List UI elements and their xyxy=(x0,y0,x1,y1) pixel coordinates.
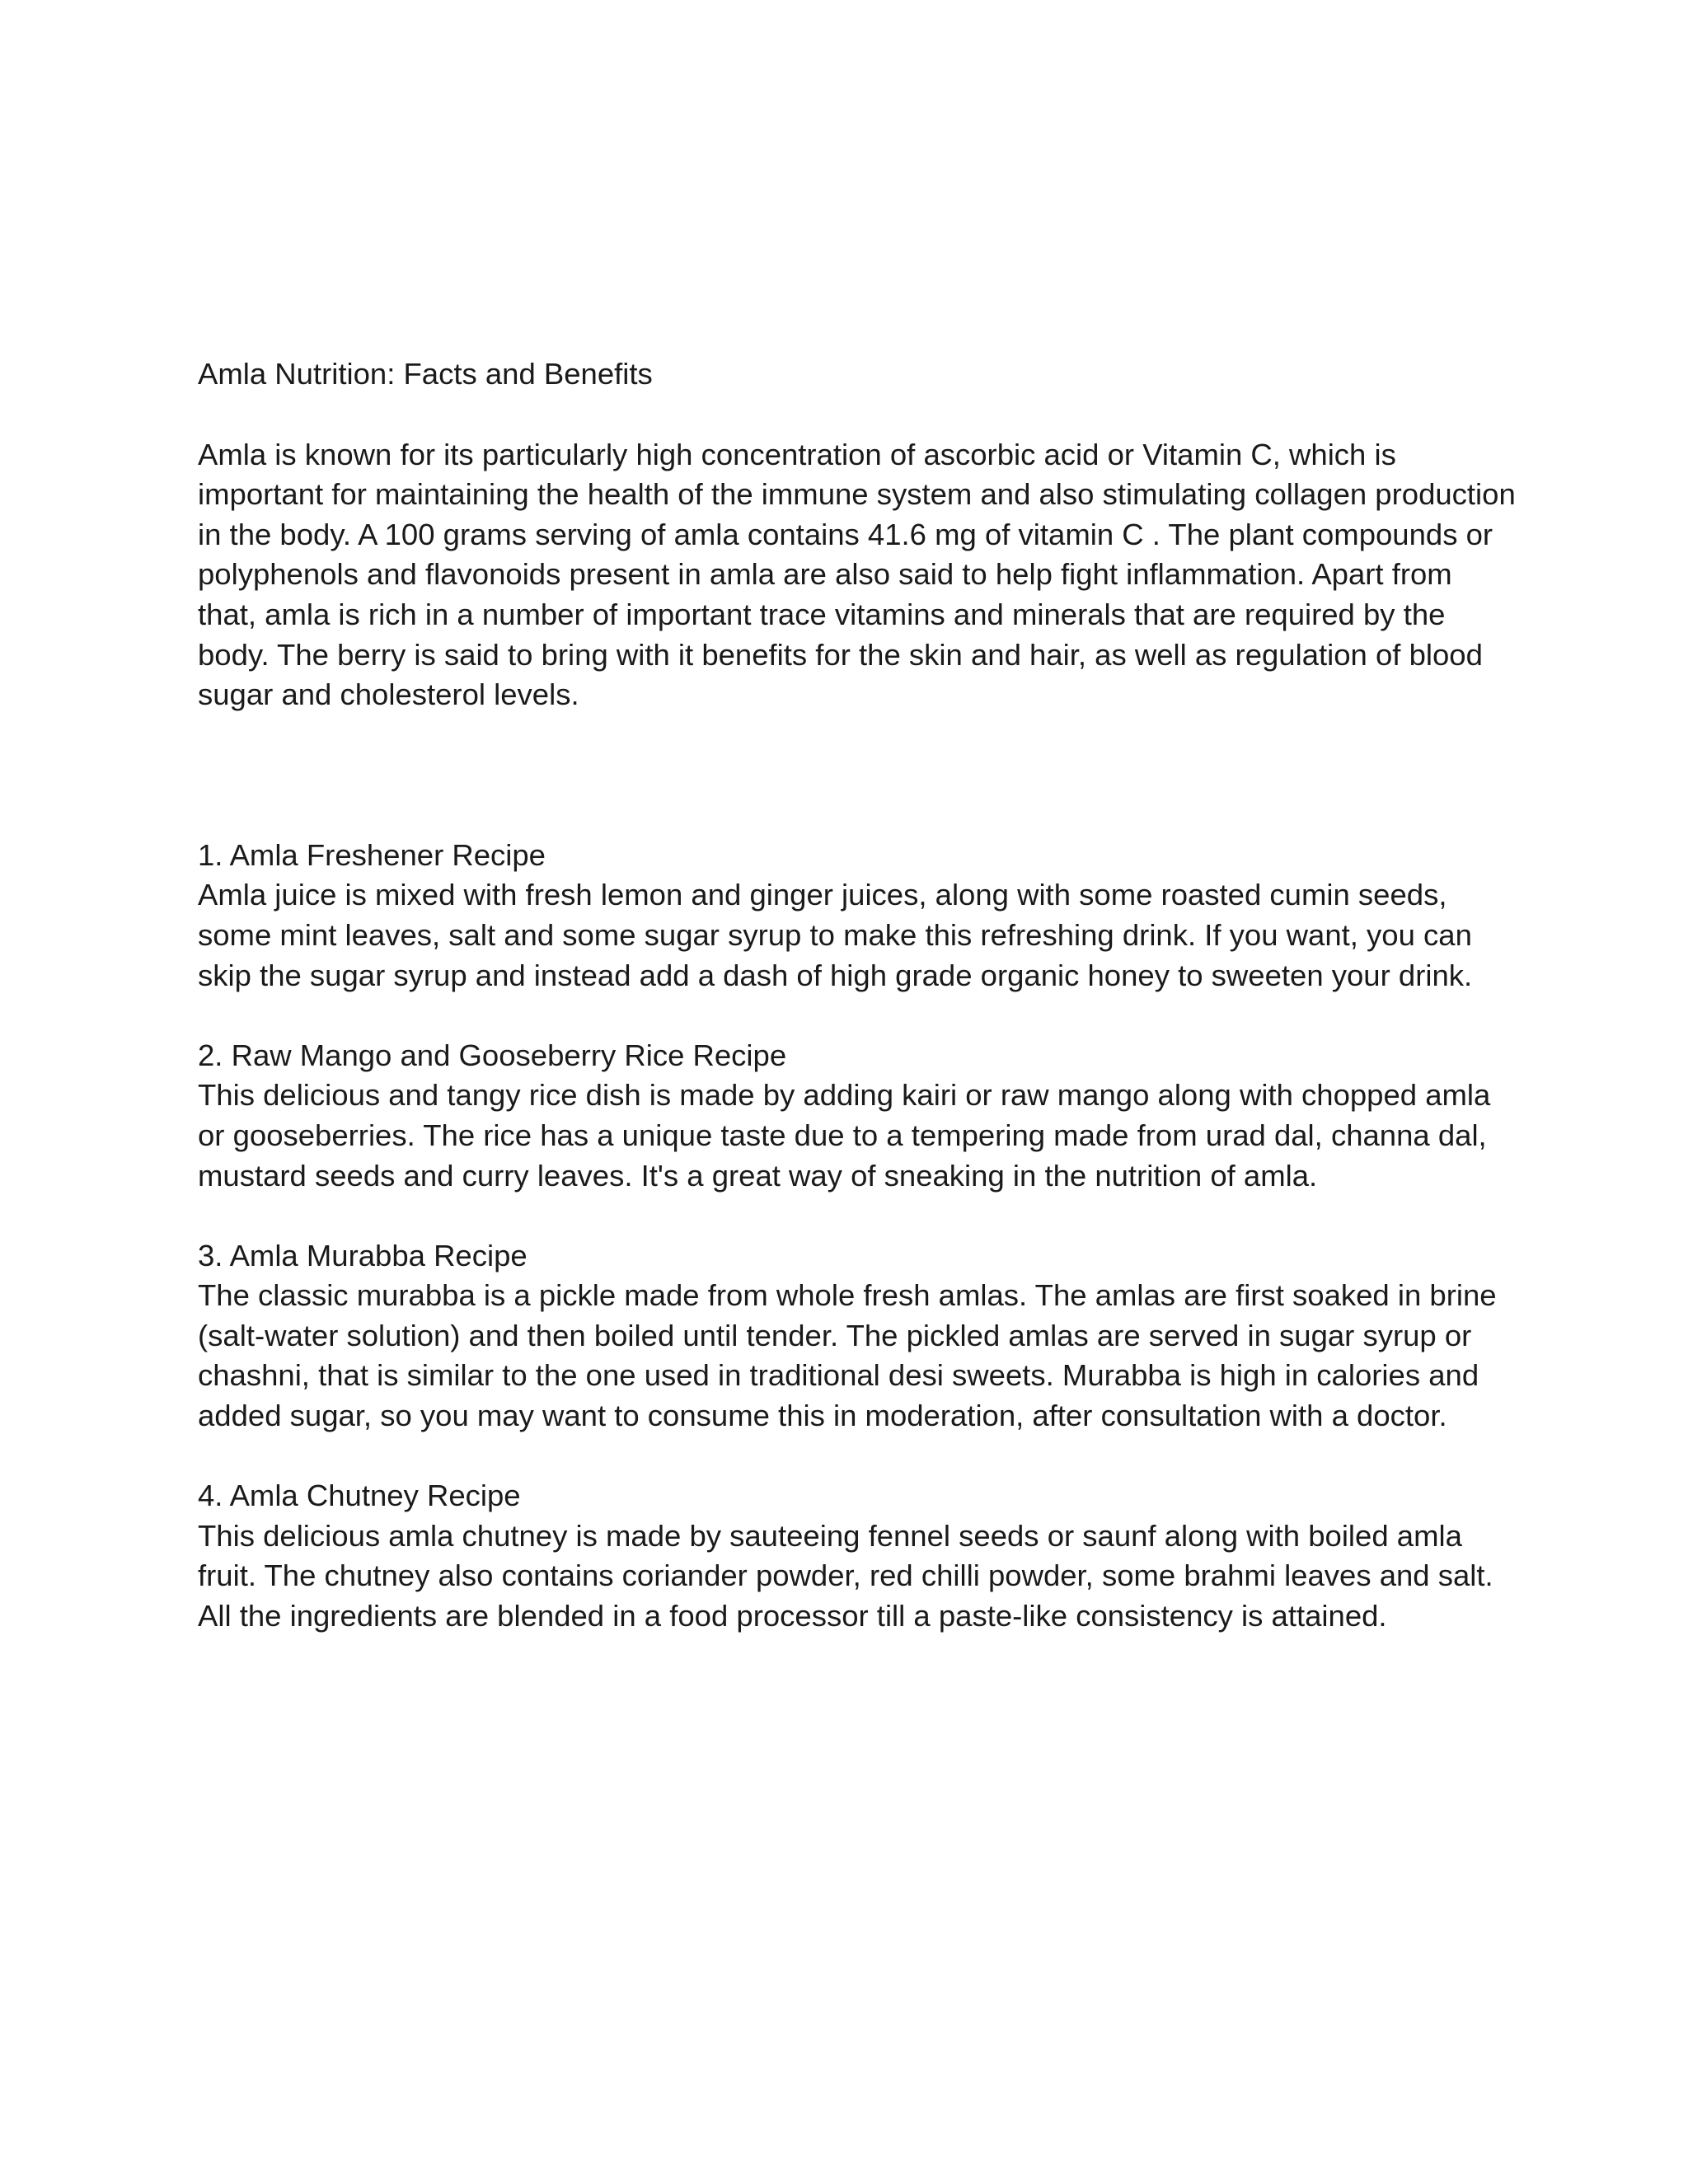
recipe-title: 4. Amla Chutney Recipe xyxy=(198,1479,521,1513)
recipe-description: This delicious amla chutney is made by sauteeing fennel seeds or saunf along with boiled amla fruit. The chutney also contains coriander powder, red chilli powder, some brahmi leaves and salt. All the ingredients are blended in a food processor till a paste-like consistency is attained. xyxy=(198,1518,1493,1633)
recipe-description: This delicious and tangy rice dish is made by adding kairi or raw mango along with chopped amla or gooseberries. The rice has a unique taste due to a tempering made from urad dal, channa dal, mustard seeds and curry leaves. It's a great way of sneaking in the nutrition of amla. xyxy=(198,1078,1491,1193)
document-title: Amla Nutrition: Facts and Benefits xyxy=(198,357,653,391)
recipe-description: Amla juice is mixed with fresh lemon and ginger juices, along with some roasted cumin seeds, some mint leaves, salt and some sugar syrup to make this refreshing drink. If you want, you can skip the sugar syrup and instead add a dash of high grade organic honey to sweeten your drink. xyxy=(198,878,1473,992)
recipe-title: 3. Amla Murabba Recipe xyxy=(198,1238,528,1272)
intro-paragraph: Amla is known for its particularly high concentration of ascorbic acid or Vitamin C, which is important for maintaining the health of the immune system and also stimulating collagen production in the body. A 100 grams serving of amla contains 41.6 mg of vitamin C . The plant compounds or polyphenols and flavonoids present in amla are also said to help fight inflammation. Apart from that, amla is rich in a number of important trace vitamins and minerals that are required by the body. The berry is said to bring with it benefits for the skin and hair, as well as regulation of blood sugar and cholesterol levels. xyxy=(198,437,1516,712)
recipe-item xyxy=(198,1476,1517,1636)
recipe-title: 1. Amla Freshener Recipe xyxy=(198,837,546,872)
recipe-list xyxy=(198,836,1517,1637)
recipe-title: 2. Raw Mango and Gooseberry Rice Recipe xyxy=(198,1038,787,1072)
recipe-item xyxy=(198,1036,1517,1196)
document-page xyxy=(198,354,1517,1676)
recipe-item xyxy=(198,1236,1517,1436)
recipe-description: The classic murabba is a pickle made from whole fresh amlas. The amlas are first soaked in brine (salt-water solution) and then boiled until tender. The pickled amlas are served in sugar syrup or chashni, that is similar to the one used in traditional desi sweets. Murabba is high in calories and added sugar, so you may want to consume this in moderation, after consultation with a doctor. xyxy=(198,1278,1497,1433)
recipe-item xyxy=(198,836,1517,996)
